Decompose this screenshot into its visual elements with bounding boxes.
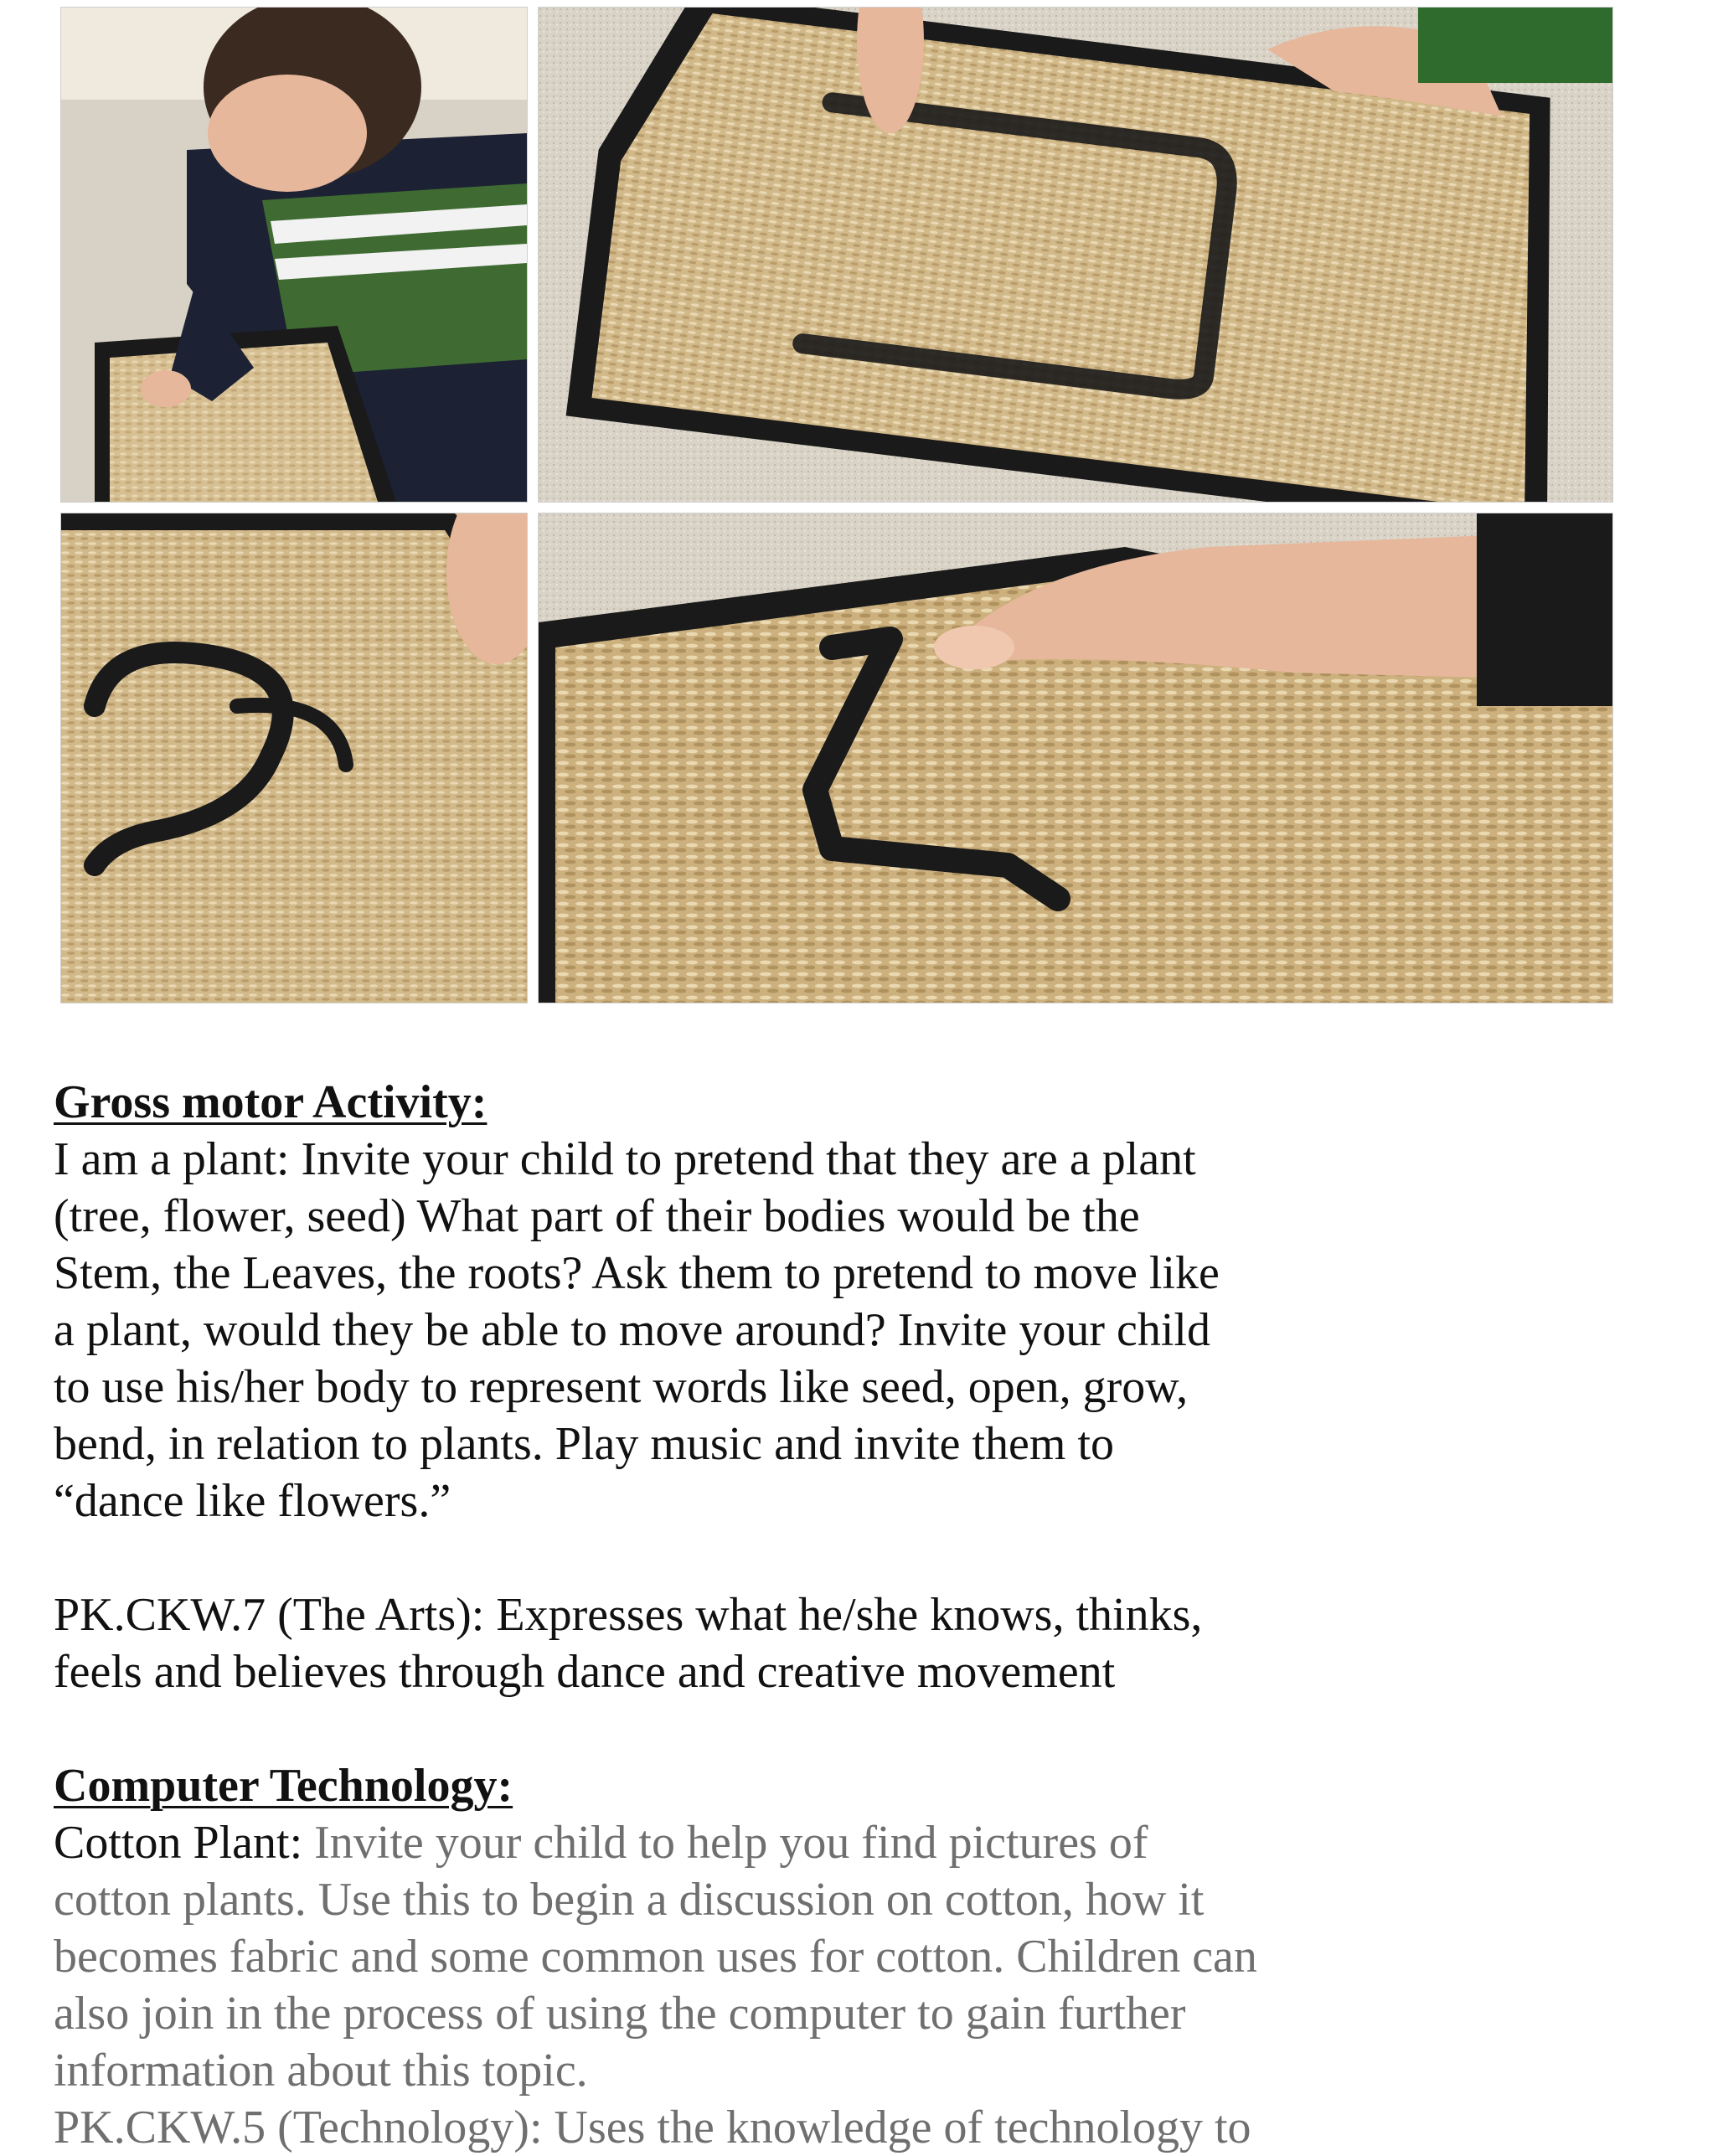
curved-letter-illustration: [61, 513, 527, 1003]
technology-standard-line: PK.CKW.5 (Technology): Uses the knowledge of technology to: [54, 2102, 1251, 2153]
cotton-plant-text: Invite your child to help you find pictures of: [302, 1817, 1148, 1869]
document-text: [54, 1074, 1478, 2156]
arts-standard-paragraph: [54, 1586, 1478, 1700]
computer-technology-line: information about this topic.: [54, 2045, 588, 2097]
spacer: [54, 1529, 1478, 1586]
arts-standard-line: feels and believes through dance and creative movement: [54, 1646, 1116, 1698]
gross-motor-line: bend, in relation to plants. Play music and invite them to: [54, 1418, 1115, 1470]
gross-motor-line: Stem, the Leaves, the roots? Ask them to pretend to move like: [54, 1247, 1220, 1299]
finger-tracing-illustration: [539, 513, 1612, 1003]
gross-motor-line: to use his/her body to represent words like seed, open, grow,: [54, 1361, 1189, 1413]
computer-technology-heading: Computer Technology:: [54, 1760, 513, 1812]
child-tracing-illustration: [61, 8, 527, 502]
gross-motor-line: “dance like flowers.”: [54, 1475, 451, 1527]
photo-letter-traced-in-rice: [538, 7, 1613, 503]
computer-technology-line: becomes fabric and some common uses for cotton. Children can: [54, 1931, 1257, 1983]
computer-technology-line: also join in the process of using the computer to gain further: [54, 1988, 1186, 2040]
photo-child-tracing-in-rice-tray: [60, 7, 528, 503]
photo-collage: [60, 7, 1612, 1002]
gross-motor-line: (tree, flower, seed) What part of their bodies would be the: [54, 1190, 1140, 1242]
cotton-plant-lead: Cotton Plant:: [54, 1817, 303, 1869]
gross-motor-line: I am a plant: Invite your child to pretend that they are a plant: [54, 1133, 1196, 1185]
gross-motor-paragraph: [54, 1131, 1478, 1529]
letter-tracing-illustration: [539, 8, 1612, 502]
computer-technology-first-line: [54, 1814, 1478, 1871]
arts-standard-line: PK.CKW.7 (The Arts): Expresses what he/she knows, thinks,: [54, 1589, 1203, 1641]
gross-motor-heading: Gross motor Activity:: [54, 1076, 487, 1128]
computer-technology-paragraph: [54, 1814, 1478, 2156]
gross-motor-line: a plant, would they be able to move around? Invite your child: [54, 1304, 1210, 1356]
photo-finger-tracing-rice-closeup: [538, 513, 1613, 1003]
spacer: [54, 1700, 1478, 1757]
computer-technology-line: cotton plants. Use this to begin a discussion on cotton, how it: [54, 1874, 1205, 1926]
photo-curved-letter-in-rice: [60, 513, 528, 1003]
